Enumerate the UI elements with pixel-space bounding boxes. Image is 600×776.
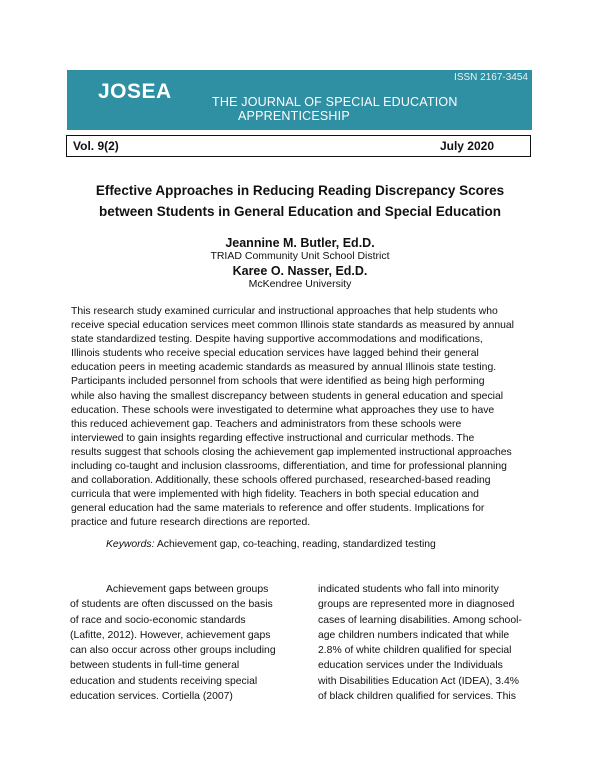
abstract-line: and collaboration. Additionally, these schools offered purchased, researched-based reading [71, 475, 491, 487]
body-line: can also occur across other groups including [70, 645, 276, 657]
issue-date: July 2020 [439, 139, 494, 153]
abstract-line: results suggest that schools closing the achievement gap implemented instructional approaches [71, 446, 512, 458]
abstract-line: This research study examined curricular and instructional approaches that help students who [71, 306, 498, 317]
article-title [60, 180, 540, 222]
abstract-line: practice and future research directions are reported. [71, 517, 311, 529]
body-line: 2.8% of white children qualified for special [318, 645, 512, 657]
abstract-line: while also having the smallest discrepancy between students in general education and special [71, 390, 504, 402]
body-line: (Lafitte, 2012). However, achievement gaps [70, 629, 271, 641]
body-line: Achievement gaps between groups [106, 584, 269, 595]
abstract-line: curricula that were implemented with high fidelity. Teachers in both special education and [71, 489, 479, 501]
body-column-right [318, 582, 538, 704]
abstract-line: state standardized testing. Despite having supportive accommodations and modifications, [71, 334, 483, 346]
article-title-line2: between Students in General Education and Special Education [98, 204, 502, 219]
body-column-left [70, 582, 290, 704]
body-line: education services under the Individuals [318, 660, 503, 672]
keywords-text: Achievement gap, co-teaching, reading, standardized testing [156, 539, 436, 550]
issn: ISSN 2167-3454 [454, 72, 528, 83]
body-line: education and students receiving special [70, 675, 258, 687]
journal-logo: JOSEA [98, 80, 172, 103]
keywords [106, 539, 436, 550]
author-1 [0, 236, 600, 262]
body-line: of race and socio-economic standards [70, 614, 246, 626]
abstract-line: including co-taught and inclusion classrooms, differentiation, and time for professional planning [71, 461, 507, 473]
journal-title-line1: THE JOURNAL OF SPECIAL EDUCATION [212, 95, 458, 109]
abstract-line: Illinois students who receive special education services have lagged behind their general [71, 348, 479, 360]
body-line: cases of learning disabilities. Among school- [318, 614, 522, 626]
body-line: groups are represented more in diagnosed [318, 599, 515, 611]
body-line: of black children qualified for services. This [318, 691, 516, 703]
abstract [71, 305, 531, 531]
body-line: education services. Cortiella (2007) [70, 691, 233, 703]
abstract-line: interviewed to gain insights regarding effective instructional and curricular methods. The [71, 432, 475, 444]
volume-number: Vol. 9(2) [73, 139, 119, 153]
article-title-line1: Effective Approaches in Reducing Reading Discrepancy Scores [95, 183, 505, 198]
journal-title [212, 95, 458, 123]
abstract-line: receive special education services meet common Illinois state standards as measured by annual [71, 320, 514, 332]
author-2 [0, 264, 600, 290]
abstract-line: Participants included personnel from schools that were identified as being high performing [71, 376, 485, 388]
abstract-line: education peers in meeting academic standards as measured by annual Illinois state testing. [71, 362, 497, 374]
keywords-label: Keywords: [106, 539, 155, 550]
abstract-line: this reduced achievement gap. Teachers and administrators from these schools were [71, 418, 462, 430]
body-line: of students are often discussed on the basis [70, 599, 273, 611]
journal-title-line2: APPRENTICESHIP [238, 109, 350, 123]
abstract-line: education. These schools were investigated to determine what approaches they use to have [71, 404, 495, 416]
author-name: Jeannine M. Butler, Ed.D. [225, 236, 375, 250]
author-affiliation: TRIAD Community Unit School District [210, 250, 390, 262]
author-name: Karee O. Nasser, Ed.D. [232, 264, 368, 278]
body-line: age children numbers indicated that while [318, 629, 510, 641]
abstract-line: general education had the same materials to reference and offer students. Implications for [71, 503, 485, 515]
body-line: with Disabilities Education Act (IDEA), 3.4% [318, 675, 519, 687]
body-line: between students in full-time general [70, 660, 240, 672]
volume-bar [66, 135, 531, 157]
body-line: indicated students who fall into minority [318, 584, 499, 595]
author-affiliation: McKendree University [248, 278, 352, 290]
